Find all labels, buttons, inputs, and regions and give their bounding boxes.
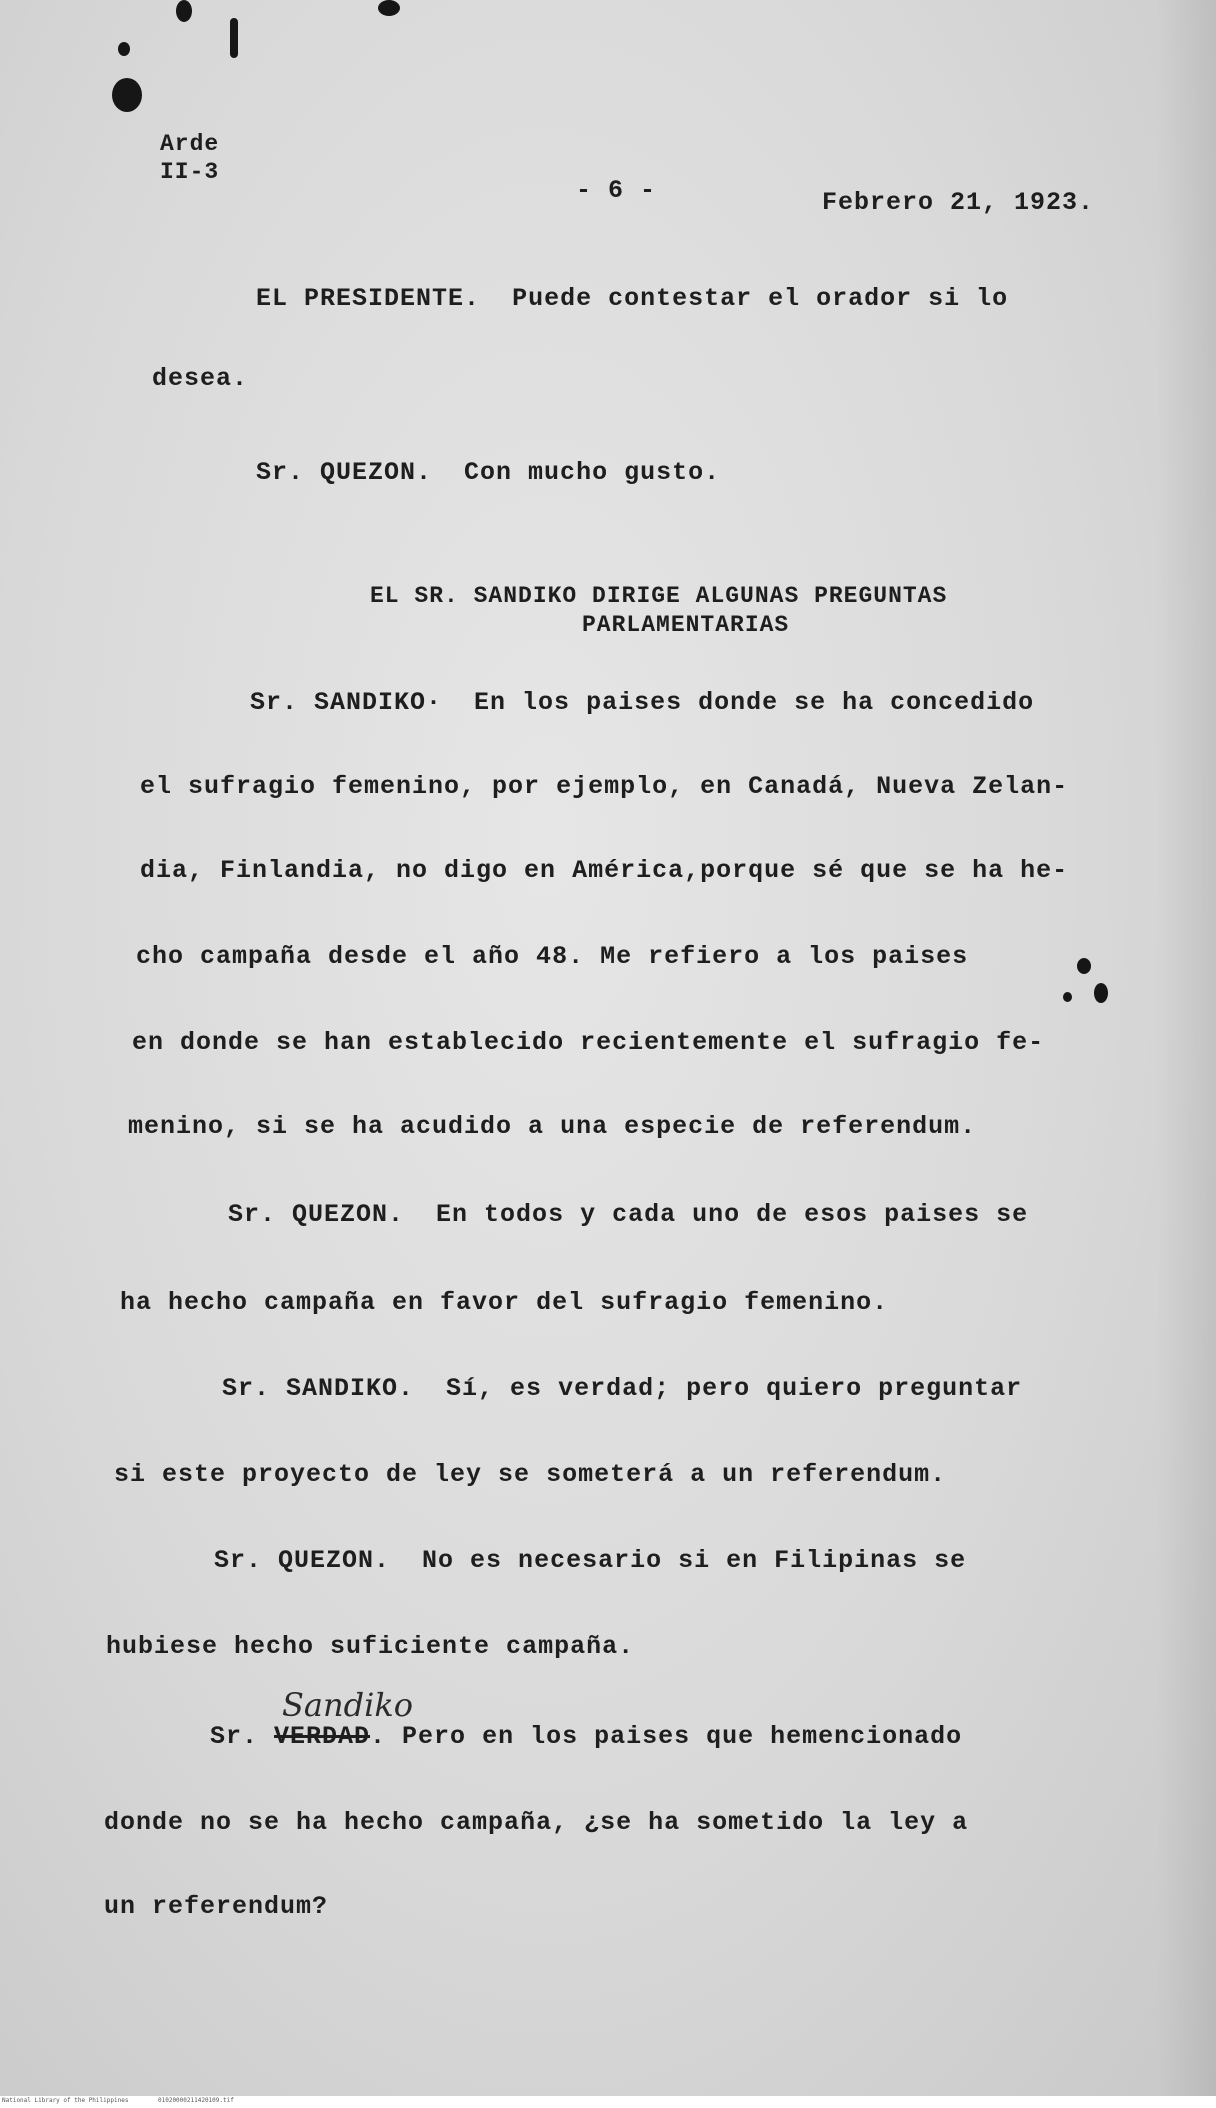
document-reference-line-2: II-3 <box>160 159 220 185</box>
speaker-label: Sr. QUEZON. <box>256 458 433 487</box>
speech-text: Puede contestar el orador si lo <box>512 284 1009 313</box>
speech-text: cho campaña desde el año 48. Me refiero a los paises <box>136 942 969 971</box>
speaker-quezon <box>228 1200 1028 1230</box>
struck-speaker-name: VERDAD <box>274 1722 371 1751</box>
section-heading-line-1: EL SR. SANDIKO DIRIGE ALGUNAS PREGUNTAS <box>370 583 948 609</box>
speech-text: ha hecho campaña en favor del sufragio femenino. <box>120 1288 889 1317</box>
ink-blot <box>1094 983 1108 1003</box>
speaker-sandiko-corrected <box>210 1722 962 1752</box>
speaker-label: Sr. SANDIKO· <box>250 688 443 717</box>
speech-text: dia, Finlandia, no digo en América,porque sé que se ha he- <box>140 856 1069 885</box>
speech-text: menino, si se ha acudido a una especie de referendum. <box>128 1112 977 1141</box>
speech-text: el sufragio femenino, por ejemplo, en Canadá, Nueva Zelan- <box>140 772 1069 801</box>
section-heading-line-2: PARLAMENTARIAS <box>582 612 790 638</box>
speech-text: si este proyecto de ley se someterá a un referendum. <box>114 1460 947 1489</box>
speaker-label: Sr. QUEZON. <box>228 1200 405 1229</box>
ink-blot <box>112 78 142 112</box>
page-number: - 6 - <box>576 176 657 205</box>
speech-text: En los paises donde se ha concedido <box>474 688 1035 717</box>
ink-blot <box>176 0 192 22</box>
document-reference-line-1: Arde <box>160 131 220 157</box>
speech-text: Con mucho gusto. <box>464 458 721 487</box>
speaker-quezon <box>256 458 720 488</box>
speaker-president <box>256 284 1008 314</box>
speaker-label: Sr. QUEZON. <box>214 1546 391 1575</box>
speech-text: donde no se ha hecho campaña, ¿se ha sometido la ley a <box>104 1808 969 1837</box>
speaker-sandiko <box>222 1374 1022 1404</box>
scan-footer <box>0 2096 1216 2108</box>
speech-text: hubiese hecho suficiente campaña. <box>106 1632 635 1661</box>
speech-text: No es necesario si en Filipinas se <box>422 1546 967 1575</box>
footer-library: National Library of the Philippines <box>2 2097 129 2104</box>
ink-blot <box>230 18 238 58</box>
speech-text: . Pero en los paises que hemencionado <box>370 1722 963 1751</box>
handwritten-correction: Sandiko <box>282 1686 413 1724</box>
speaker-sandiko <box>250 688 1034 718</box>
speaker-label: Sr. <box>210 1722 259 1751</box>
speech-text: desea. <box>152 364 249 393</box>
document-date: Febrero 21, 1923. <box>822 188 1095 217</box>
speech-text: Sí, es verdad; pero quiero preguntar <box>446 1374 1023 1403</box>
speaker-label: Sr. SANDIKO. <box>222 1374 415 1403</box>
footer-file-id: 01020000211420109.tif <box>158 2097 234 2104</box>
speech-text: En todos y cada uno de esos paises se <box>436 1200 1029 1229</box>
speech-text: en donde se han establecido recientemente el sufragio fe- <box>132 1028 1045 1057</box>
ink-blot <box>378 0 400 16</box>
speaker-quezon <box>214 1546 966 1576</box>
speech-text: un referendum? <box>104 1892 329 1921</box>
ink-blot <box>118 42 130 56</box>
ink-blot <box>1077 958 1091 974</box>
page-edge-shadow <box>1156 0 1216 2108</box>
speaker-label: EL PRESIDENTE. <box>256 284 481 313</box>
ink-blot <box>1063 992 1072 1002</box>
